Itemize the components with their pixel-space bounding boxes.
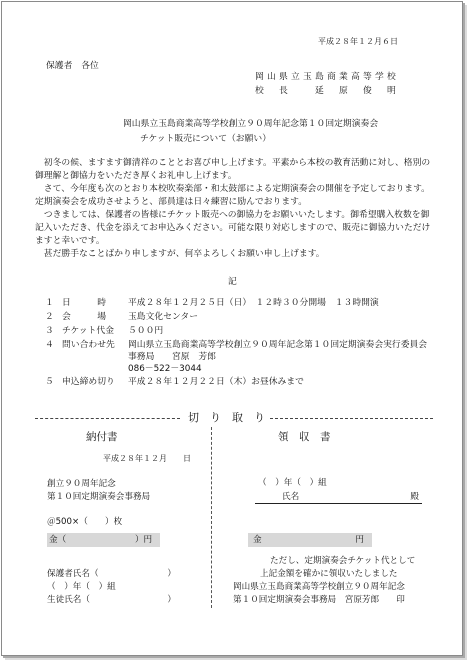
payment-slip-amount-box [47, 533, 160, 547]
detail-label: 問い合わせ先 [62, 340, 115, 350]
title-line-2: チケット販売について（お願い） [140, 134, 271, 144]
issue-date: 平成２８年１２月６日 [318, 37, 398, 46]
payment-slip-amount: 金（ ）円 [49, 535, 153, 545]
receipt-issuer-line-1: 岡山県立玉島商業高等学校創立９０周年記念 [233, 581, 405, 592]
detail-value: 岡山県立玉島商業高等学校創立９０周年記念第１０回定期演奏会実行委員会 [128, 340, 428, 350]
body-paragraph-event: さて、今年度も次のとおり本校吹奏楽部・和太鼓部による定期演奏会の開催を予定しております。定期演奏会を成功させようと、部員達は日々練習に励んでおります。 [35, 184, 430, 207]
detail-row-venue [2, 312, 462, 324]
receipt-issuer-line-2: 第１０回定期演奏会事務局 宮原芳郎 印 [233, 594, 405, 605]
payment-slip-date: 平成２８年１２月 日 [103, 453, 191, 463]
detail-label: 会 場 [62, 312, 106, 322]
title-line-1: 岡山県立玉島商業高等学校創立９０周年記念第１０回定期演奏会 [123, 119, 379, 129]
detail-row-price [2, 326, 462, 338]
payment-slip-student-name: 生徒氏名（ ） [47, 594, 176, 605]
detail-number: ３ [45, 326, 54, 336]
sender-school: 岡山県立玉島商業高等学校 [255, 72, 399, 82]
payment-slip-class: （ ）年（ ）組 [47, 581, 116, 592]
detail-number: ４ [45, 340, 54, 350]
receipt-class: （ ）年（ ）組 [258, 477, 327, 488]
cut-line-dash-left [35, 418, 180, 419]
addressee: 保護者 各位 [46, 61, 99, 71]
detail-value-contact-person: 事務局 宮原 芳郎 [128, 352, 216, 362]
receipt-amount-unit: 円 [355, 535, 364, 545]
receipt-note-line-2: 上記金額を確かに領収いたしました [260, 568, 398, 579]
detail-value: 平成２８年１２月２２日（木）お昼休みまで [128, 377, 304, 387]
detail-value: ５００円 [128, 326, 164, 336]
payment-slip-recipient-line-2: 第１０回定期演奏会事務局 [47, 491, 151, 502]
body-paragraph-request: つきましては、保護者の皆様にチケット販売への御協力をお願いいたします。御希望購入枚数を御記入いただき、代金を添えてお申込みください。可能な限り対応しますので、販売に御協力いただけますと幸いです。 [35, 210, 431, 246]
cut-line [35, 411, 433, 425]
detail-number: ５ [45, 377, 54, 387]
detail-value: 平成２８年１２月２５日（日） １２時３０分開場 １３時開演 [128, 298, 379, 308]
payment-slip [42, 427, 210, 612]
receipt [227, 427, 432, 612]
letter-header [2, 32, 462, 102]
detail-row-deadline [2, 377, 462, 389]
receipt-amount-label: 金 [253, 535, 262, 545]
payment-slip-recipient-line-1: 創立９０周年記念 [47, 478, 116, 489]
cut-line-label: 切 り 取 り [188, 411, 265, 424]
detail-label: チケット代金 [62, 326, 114, 336]
body-paragraph-closing: 甚だ勝手なことばかり申しますが、何卒よろしくお願い申し上げます。 [35, 249, 325, 259]
sender-principal: 校 長 延 原 俊 明 [255, 86, 399, 96]
payment-slip-guardian-name: 保護者氏名（ ） [47, 568, 176, 579]
payment-slip-quantity: ＠500×（ ）枚 [47, 516, 123, 527]
receipt-name-label: 氏名 [282, 491, 300, 502]
detail-number: ２ [45, 312, 54, 322]
detail-value: 玉島文化センター [128, 312, 199, 322]
detail-row-contact [2, 340, 462, 376]
detail-label: 申込締め切り [62, 377, 115, 387]
slip-divider [211, 427, 212, 608]
receipt-amount-box [248, 533, 372, 547]
body-paragraph-greeting: 初冬の候、ますます御清祥のこととお喜び申し上げます。平素から本校の教育活動に対し、格別の御理解と御協力をいただき厚くお礼申し上げます。 [35, 158, 431, 181]
receipt-name-suffix: 殿 [410, 491, 419, 502]
cut-line-dash-right [270, 418, 433, 419]
detail-number: １ [45, 298, 54, 308]
receipt-note-line-1: ただし、定期演奏会チケット代として [270, 555, 416, 566]
payment-slip-title: 納付書 [86, 431, 118, 443]
document-title [123, 119, 393, 147]
detail-value-phone: 086－522－3044 [128, 364, 202, 374]
ki-heading: 記 [228, 277, 237, 287]
detail-row-datetime [2, 298, 462, 310]
document-page [1, 1, 463, 656]
receipt-title: 領 収 書 [278, 431, 331, 443]
details-list [2, 298, 462, 390]
receipt-name-line [255, 492, 422, 504]
body-text [35, 157, 433, 261]
detail-label: 日 時 [62, 298, 106, 308]
